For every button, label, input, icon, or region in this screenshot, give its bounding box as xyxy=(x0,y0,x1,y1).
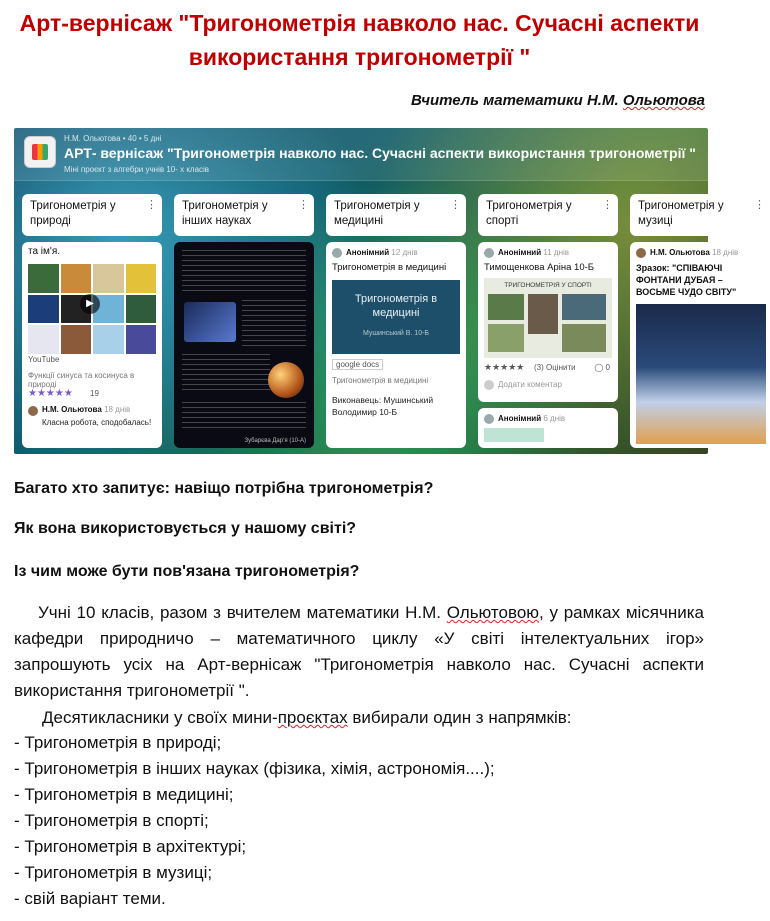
poster-card[interactable] xyxy=(174,242,314,448)
column-title: Тригонометрія у інших науках xyxy=(182,200,268,227)
list-item: - Тригонометрія в інших науках (фізика, хімія, астрономія....); xyxy=(14,759,495,778)
column-title: Тригонометрія у медицині xyxy=(334,200,420,227)
post-author: Анонімний 6 днів xyxy=(498,414,566,423)
fountain-image xyxy=(636,304,766,444)
author-prefix: Вчитель математики Н.М. xyxy=(410,92,623,109)
avatar xyxy=(332,248,342,258)
question-1: Багато хто запитує: навіщо потрібна тригонометрія? xyxy=(14,480,434,497)
question-2: Як вона використовується у нашому світі? xyxy=(14,520,357,537)
source-label: YouTube xyxy=(28,355,60,364)
padlet-logo-icon xyxy=(24,136,56,168)
column-sport xyxy=(478,194,618,448)
poster-text-block xyxy=(182,250,306,294)
post-title: Тригонометрія в медицині xyxy=(332,262,447,273)
padlet-subtitle: Міні проєкт з алгебри учнів 10- х класів xyxy=(64,165,210,174)
column-header[interactable] xyxy=(630,194,770,236)
column-header[interactable] xyxy=(174,194,314,236)
post-card[interactable] xyxy=(478,242,618,402)
list-item: - Тригонометрія в спорті; xyxy=(14,811,209,830)
post-card[interactable] xyxy=(630,242,770,448)
avatar xyxy=(484,380,494,390)
rating-count: 19 xyxy=(90,389,99,398)
slide-title: ТРИГОНОМЕТРІЯ У СПОРТІ xyxy=(504,282,592,289)
slide-preview[interactable] xyxy=(332,280,460,354)
more-menu-icon[interactable]: ⋮ xyxy=(754,199,765,211)
post-card[interactable] xyxy=(326,242,466,448)
planet-image xyxy=(268,362,304,398)
comment-count: ◯ 0 xyxy=(594,363,610,372)
play-icon[interactable]: ▶ xyxy=(80,294,100,314)
avatar xyxy=(484,414,494,424)
more-menu-icon[interactable]: ⋮ xyxy=(298,199,309,211)
post-author: Анонімний 12 днів xyxy=(346,248,418,257)
column-medicine xyxy=(326,194,466,448)
author-line xyxy=(411,92,705,109)
list-item: - Тригонометрія в медицині; xyxy=(14,785,234,804)
slide-preview[interactable] xyxy=(484,278,612,358)
list-item: - Тригонометрія в архітектурі; xyxy=(14,837,247,856)
directions-list xyxy=(14,730,495,912)
post-text: та ім'я. xyxy=(28,246,61,257)
column-header[interactable] xyxy=(326,194,466,236)
rating-stars-icon[interactable]: ★★★★★ xyxy=(28,388,73,399)
padlet-title: АРТ- вернісаж "Тригонометрія навколо нас. Сучасні аспекти використання тригонометрії " xyxy=(64,145,696,161)
column-header[interactable] xyxy=(22,194,162,236)
post-card[interactable] xyxy=(22,242,162,448)
directions-intro: Десятикласники у своїх мини-проєктах вибирали один з напрямків: xyxy=(42,708,572,727)
rating-label: (3) Оцінити xyxy=(534,363,576,372)
list-item: - свій варіант теми. xyxy=(14,889,166,908)
post-author: Н.М. Ольютова 18 днів xyxy=(650,248,739,257)
column-header[interactable] xyxy=(478,194,618,236)
more-menu-icon[interactable]: ⋮ xyxy=(450,199,461,211)
comment-author: Н.М. Ольютова 18 днів xyxy=(42,405,131,414)
padlet-screenshot xyxy=(14,128,765,454)
padlet-meta: Н.М. Ольютова • 40 • 5 дні xyxy=(64,134,162,143)
avatar xyxy=(28,406,38,416)
column-title: Тригонометрія у спорті xyxy=(486,200,572,227)
list-item: - Тригонометрія в музиці; xyxy=(14,863,213,882)
comment-text: Класна робота, сподобалась! xyxy=(42,418,152,427)
doc-badge: google docs xyxy=(332,359,383,370)
list-item: - Тригонометрія в природі; xyxy=(14,733,222,752)
poster-text-block xyxy=(182,402,306,430)
avatar xyxy=(636,248,646,258)
padlet-header xyxy=(14,128,708,181)
post-card[interactable] xyxy=(478,408,618,448)
add-comment-input[interactable]: Додати коментар xyxy=(498,380,562,389)
poster-text-block xyxy=(242,300,306,346)
post-title: Тимощенкова Аріна 10-Б xyxy=(484,262,595,273)
poster-text-block xyxy=(182,354,270,394)
post-author: Анонімний 11 днів xyxy=(498,248,570,257)
column-music xyxy=(630,194,770,448)
poster-footer: Зубарєва Дарʼя (10-А) xyxy=(244,438,306,444)
slide-title: Тригонометрія в медицині xyxy=(354,293,438,319)
post-text: Зразок: "СПІВАЮЧІ ФОНТАНИ ДУБАЯ – ВОСЬМЕ ЧУДО СВІТУ" xyxy=(636,263,737,297)
more-menu-icon[interactable]: ⋮ xyxy=(602,199,613,211)
doc-title: Тригонометрія в медицині xyxy=(332,376,429,385)
document-title: Арт-вернісаж "Тригонометрія навколо нас. Сучасні аспекти використання тригонометрії " xyxy=(19,10,700,70)
column-sciences xyxy=(174,194,314,448)
column-title: Тригонометрія у природі xyxy=(30,200,116,227)
author-name: Ольютова xyxy=(622,92,705,109)
performer-text: Виконавець: Мушинський Володимир 10-Б xyxy=(332,395,434,417)
slide-author: Мушинський В. 10-Б xyxy=(362,330,430,337)
post-image xyxy=(484,428,544,442)
intro-paragraph: Учні 10 класів, разом з вчителем математики Н.М. Ольютовою, у рамках місячника кафедри природничо – математичного циклу «У світі інтелектуальних ігор» запрошують усіх на Арт-вернісаж "Тригонометрія навколо нас. Сучасні аспекти використання тригонометрії ". xyxy=(14,603,704,700)
poster-image xyxy=(184,302,236,342)
rating-stars-icon[interactable]: ★★★★★ xyxy=(484,362,525,372)
question-3: Із чим може бути пов'язана тригонометрія? xyxy=(14,563,360,580)
column-nature xyxy=(22,194,162,448)
avatar xyxy=(484,248,494,258)
more-menu-icon[interactable]: ⋮ xyxy=(146,199,157,211)
column-title: Тригонометрія у музиці xyxy=(638,200,724,227)
post-caption: Функції синуса та косинуса в природі xyxy=(28,371,135,389)
